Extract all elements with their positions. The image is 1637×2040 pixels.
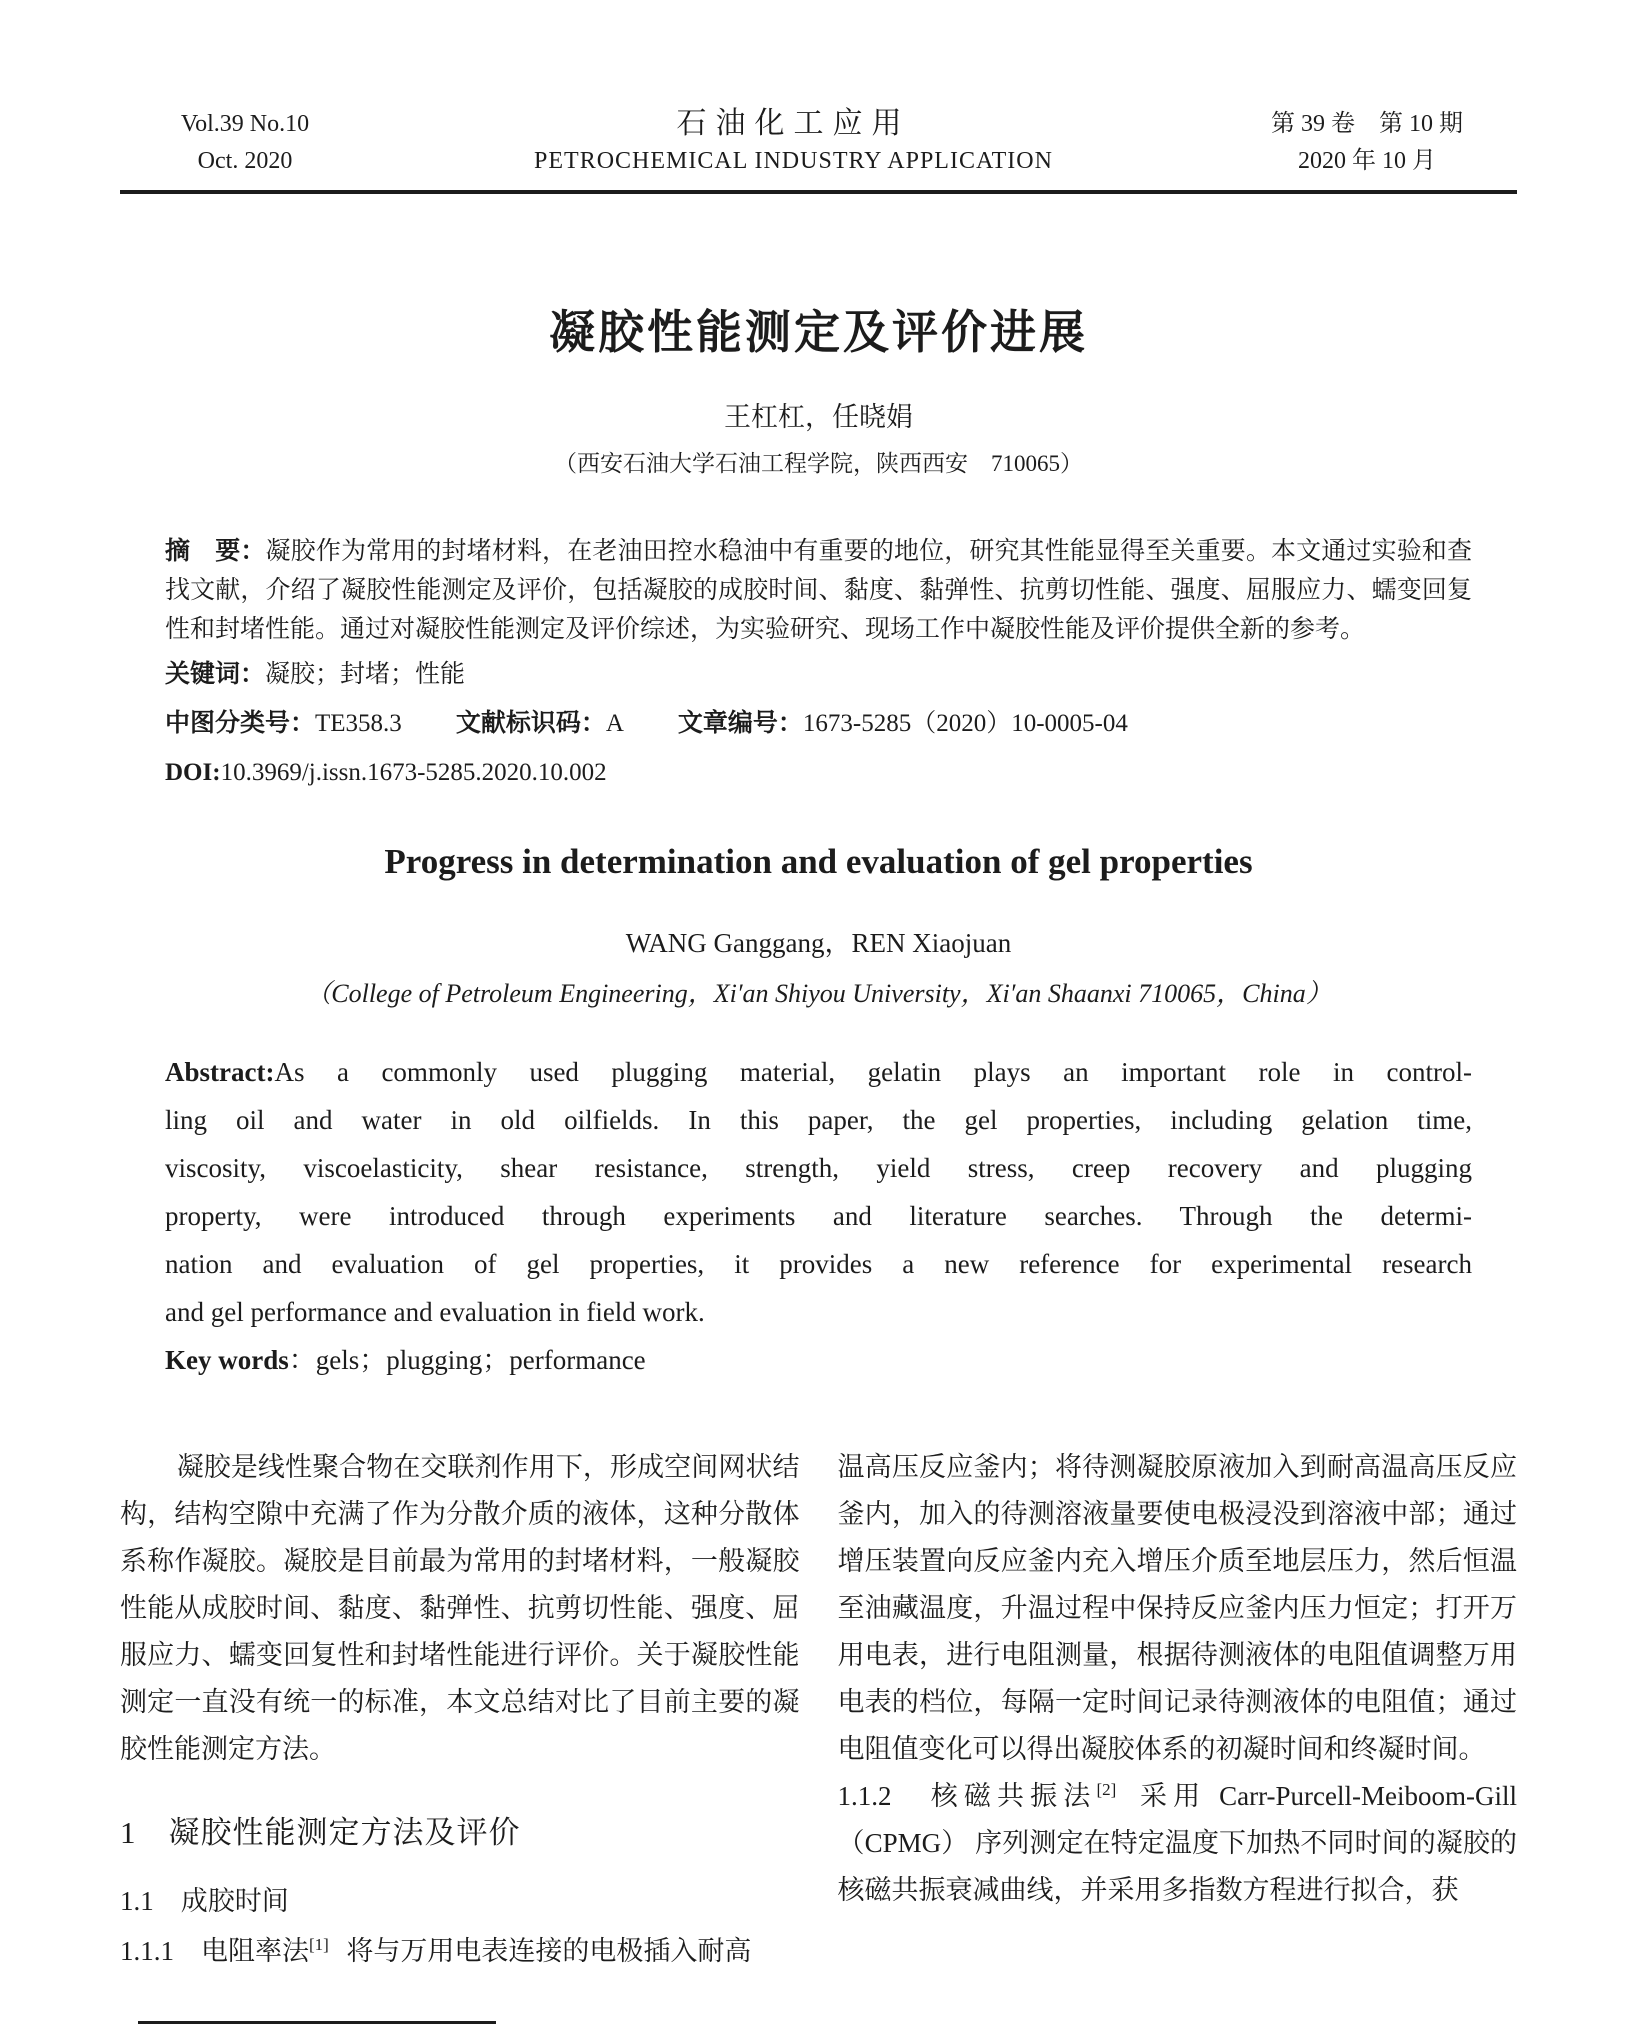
abstract-en-line-1 xyxy=(165,1048,1472,1096)
front-matter xyxy=(165,532,1472,796)
intro-paragraph: 凝胶是线性聚合物在交联剂作用下，形成空间网状结构，结构空隙中充满了作为分散介质的液体，这种分散体系称作凝胶。凝胶是目前最为常用的封堵材料，一般凝胶性能从成胶时间、黏度、黏弹性、抗剪切性能、强度、屈服应力、蠕变回复性和封堵性能进行评价。关于凝胶性能测定一直没有统一的标准，本文总结对比了目前主要的凝胶性能测定方法。 xyxy=(120,1452,800,1764)
volume-number: Vol.39 No.10 xyxy=(180,111,310,137)
authors-cn: 王杠杠，任晓娟 xyxy=(724,402,913,432)
method-1-1-2-label: 1.1.2 核磁共振法 xyxy=(837,1781,1097,1811)
body-columns xyxy=(120,1444,1517,1975)
journal-name-en: PETROCHEMICAL INDUSTRY APPLICATION xyxy=(534,148,1053,174)
keywords-label-cn: 关键词： xyxy=(165,661,266,688)
method-1-1-1-label: 1.1.1 电阻率法 xyxy=(120,1936,309,1966)
abstract-en-line-3: viscosity, viscoelasticity, shear resistance, strength, yield stress, creep recovery and plugging xyxy=(165,1153,1472,1183)
header-left xyxy=(120,106,370,180)
abstract-en-line-6: and gel performance and evaluation in field work. xyxy=(165,1297,705,1327)
keywords-text-en: ：gels；plugging；performance xyxy=(288,1345,646,1375)
reference-2-superscript: [2] xyxy=(1096,1780,1117,1799)
abstract-en-text-1: As a commonly used plugging material, gelatin plays an important role in control- xyxy=(274,1057,1472,1087)
doi-label: DOI: xyxy=(165,759,221,786)
abstract-en-line-5: nation and evaluation of gel properties, it provides a new reference for experimental research xyxy=(165,1249,1472,1279)
keywords-text-cn: 凝胶；封堵；性能 xyxy=(265,661,466,688)
method-1-1-1-paragraph xyxy=(120,1928,800,1975)
article-id-label: 文章编号： xyxy=(677,710,803,737)
method-1-1-2-paragraph xyxy=(838,1773,1518,1914)
issue-date-cn: 2020 年 10 月 xyxy=(1298,148,1436,174)
article-title-en: Progress in determination and evaluation of gel properties xyxy=(384,842,1253,881)
affiliation-en: （College of Petroleum Engineering，Xi′an Shiyou University，Xi′an Shaanxi 710065，China） xyxy=(305,979,1332,1008)
doi-value: 10.3969/j.issn.1673-5285.2020.10.002 xyxy=(220,759,607,786)
clc-label: 中图分类号： xyxy=(165,710,316,737)
article-id xyxy=(678,710,1128,737)
section-1-1-heading: 1.1 成胶时间 xyxy=(120,1886,289,1916)
document-code-label: 文献标识码： xyxy=(455,710,606,737)
method-1-1-1-text: 将与万用电表连接的电极插入耐高 xyxy=(346,1936,752,1966)
article-meta-line xyxy=(165,701,1472,747)
abstract-en-line-2: ling oil and water in old oilfields. In this paper, the gel properties, including gelation time, xyxy=(165,1105,1472,1135)
method-1-1-2-text: 采用 Carr-Purcell-Meiboom-Gill（CPMG） 序列测定在特定温度下加热不同时间的凝胶的核磁共振衰减曲线，并采用多指数方程进行拟合，获 xyxy=(837,1781,1518,1905)
abstract-cn xyxy=(165,532,1472,649)
abstract-en xyxy=(165,1048,1472,1384)
header-center xyxy=(370,106,1217,181)
keywords-en xyxy=(165,1336,1472,1384)
header-right xyxy=(1217,106,1517,180)
authors-en: WANG Ganggang，REN Xiaojuan xyxy=(625,928,1012,958)
document-code xyxy=(456,710,624,737)
journal-header xyxy=(120,106,1517,181)
abstract-en-line-4: property, were introduced through experiments and literature searches. Through the determi- xyxy=(165,1201,1472,1231)
article-title-cn: 凝胶性能测定及评价进展 xyxy=(549,307,1088,358)
journal-name-cn: 石油化工应用 xyxy=(676,107,911,140)
clc-number xyxy=(165,710,402,737)
header-rule xyxy=(120,190,1517,194)
issue-date-en: Oct. 2020 xyxy=(197,148,293,174)
abstract-label-en: Abstract: xyxy=(165,1057,275,1087)
reference-1-superscript: [1] xyxy=(309,1935,329,1954)
clc-value: TE358.3 xyxy=(315,710,402,737)
footnote-rule xyxy=(138,2021,496,2024)
keywords-label-en: Key words xyxy=(165,1345,289,1375)
document-code-value: A xyxy=(605,710,624,737)
abstract-text-cn: 凝胶作为常用的封堵材料，在老油田控水稳油中有重要的地位，研究其性能显得至关重要。本文通过实验和查找文献，介绍了凝胶性能测定及评价，包括凝胶的成胶时间、黏度、黏弹性、抗剪切性能、强度、屈服应力、蠕变回复性和封堵性能。通过对凝胶性能测定及评价综述，为实验研究、现场工作中凝胶性能及评价提供全新的参考。 xyxy=(165,538,1472,643)
right-column xyxy=(838,1444,1518,1975)
keywords-cn xyxy=(165,652,1472,698)
article-id-value: 1673-5285（2020）10-0005-04 xyxy=(802,710,1128,737)
continuation-paragraph: 温高压反应釜内；将待测凝胶原液加入到耐高温高压反应釜内，加入的待测溶液量要使电极浸没到溶液中部；通过增压装置向反应釜内充入增压介质至地层压力，然后恒温至油藏温度，升温过程中保持反应釜内压力恒定；打开万用电表，进行电阻测量，根据待测液体的电阻值调整万用电表的档位，每隔一定时间记录待测液体的电阻值；通过电阻值变化可以得出凝胶体系的初凝时间和终凝时间。 xyxy=(837,1452,1517,1764)
issue-number-cn: 第 39 卷 第 10 期 xyxy=(1271,111,1463,137)
left-column xyxy=(120,1444,800,1975)
affiliation-cn: （西安石油大学石油工程学院，陕西西安 710065） xyxy=(554,451,1083,476)
section-1-heading: 1 凝胶性能测定方法及评价 xyxy=(120,1815,521,1850)
abstract-label-cn: 摘 要： xyxy=(165,538,266,565)
doi-line xyxy=(165,750,1472,796)
